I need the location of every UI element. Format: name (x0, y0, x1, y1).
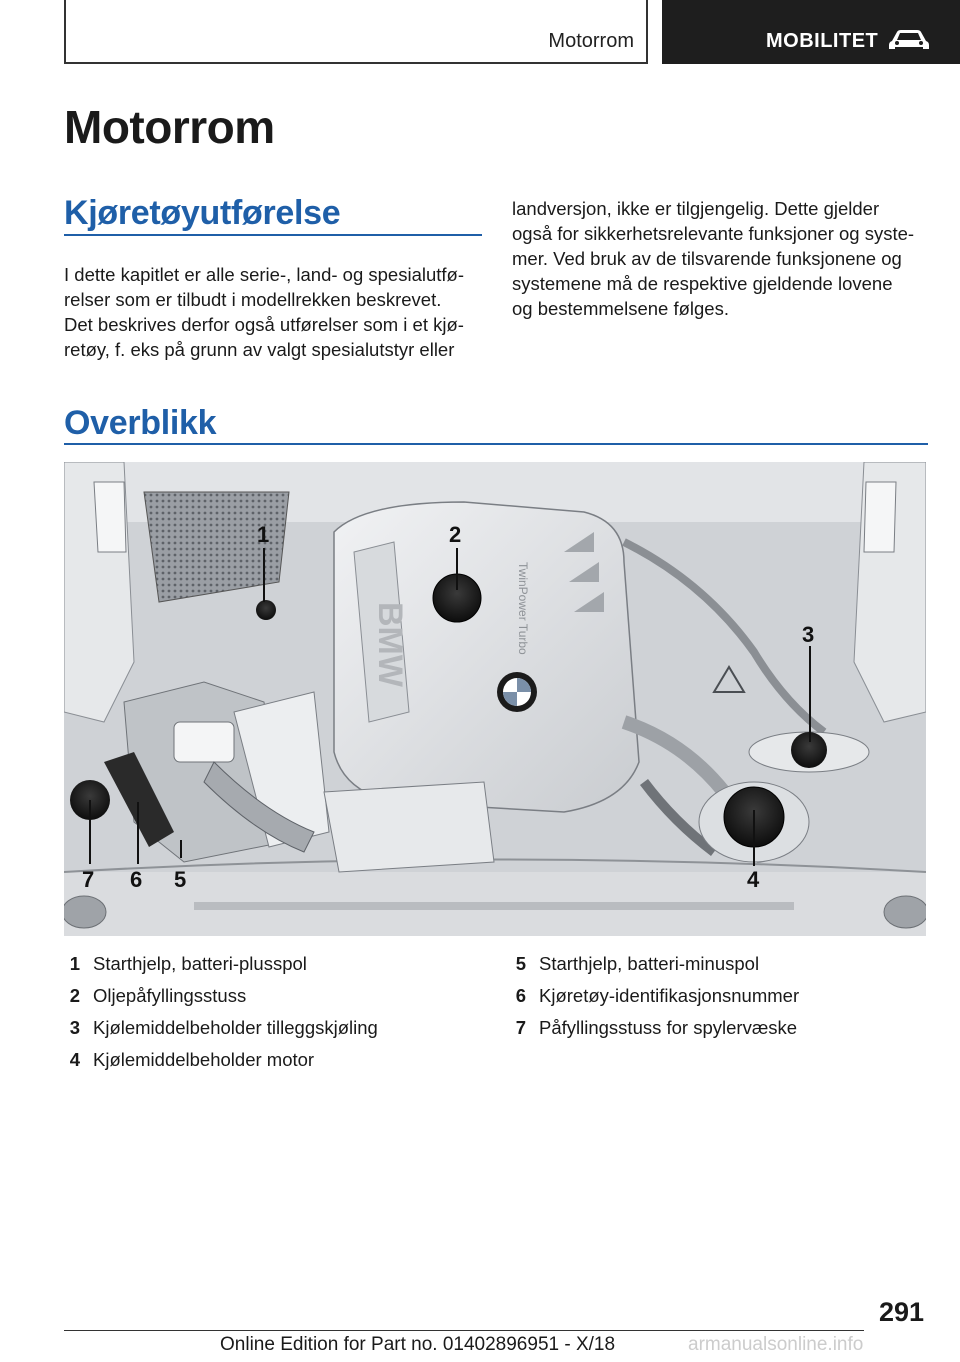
callout-5: 5 (174, 867, 187, 892)
legend-number: 6 (515, 985, 526, 1006)
engine-cover-text: TwinPower Turbo (516, 562, 530, 655)
legend-text: Starthjelp, batteri-plusspol (93, 953, 307, 974)
legend-number: 2 (69, 985, 80, 1006)
legend-number: 5 (515, 953, 526, 974)
header-section-label: Motorrom (548, 30, 634, 52)
legend-number: 4 (69, 1049, 80, 1070)
footer-rule (64, 1330, 864, 1331)
legend-number: 3 (69, 1017, 80, 1038)
callout-2: 2 (449, 522, 462, 547)
text-line: mer. Ved bruk av de tilsvarende funksjonene og (512, 248, 902, 269)
legend-text: Påfyllingsstuss for spylervæske (539, 1017, 798, 1038)
text-line: systemene må de respektive gjeldende lovene (512, 273, 893, 294)
page-title: Motorrom (64, 101, 275, 153)
legend-text: Kjøretøy-identifikasjonsnummer (539, 985, 800, 1006)
watermark: armanualsonline.info (688, 1334, 864, 1355)
design-paragraph-col2 (512, 196, 914, 321)
callout-3: 3 (802, 622, 815, 647)
header-section-box (64, 0, 648, 64)
legend-text: Kjølemiddelbeholder tilleggskjøling (93, 1017, 378, 1038)
legend-text: Kjølemiddelbeholder motor (93, 1049, 315, 1070)
page-number: 291 (878, 1297, 924, 1327)
callout-6: 6 (130, 867, 143, 892)
header-chapter-box (662, 0, 960, 64)
legend-text: Oljepåfyllingsstuss (93, 985, 247, 1006)
legend-number: 7 (515, 1017, 526, 1038)
section-rule-overview (64, 443, 928, 445)
engine-bay-figure (64, 462, 926, 936)
footer-edition: Online Edition for Part no. 01402896951 - X/18 (220, 1334, 616, 1355)
text-line: og bestemmelsene følges. (512, 298, 729, 319)
car-icon (888, 28, 930, 52)
engine-cover-brand: BMW (371, 602, 409, 687)
callout-4: 4 (747, 867, 760, 892)
callout-7: 7 (82, 867, 95, 892)
engine-bay-illustration (64, 462, 926, 936)
text-line: I dette kapitlet er alle serie-, land- og spesialutfø- (64, 264, 464, 285)
text-line: landversjon, ikke er tilgjengelig. Dette gjelder (512, 198, 880, 219)
section-rule-design (64, 234, 482, 236)
section-heading-design: Kjøretøyutførelse (64, 194, 341, 232)
legend-text: Starthjelp, batteri-minuspol (539, 953, 760, 974)
text-line: Det beskrives derfor også utførelser som i et kjø- (64, 314, 464, 335)
text-line: også for sikkerhetsrelevante funksjoner og syste- (512, 223, 915, 244)
text-line: relser som er tilbudt i modellrekken beskrevet. (64, 289, 442, 310)
callout-1: 1 (257, 522, 270, 547)
design-paragraph-col1 (64, 262, 464, 362)
section-heading-overview: Overblikk (64, 404, 217, 442)
text-line: retøy, f. eks på grunn av valgt spesialutstyr eller (64, 339, 455, 360)
header-chapter-label: MOBILITET (766, 30, 879, 52)
legend-number: 1 (69, 953, 80, 974)
